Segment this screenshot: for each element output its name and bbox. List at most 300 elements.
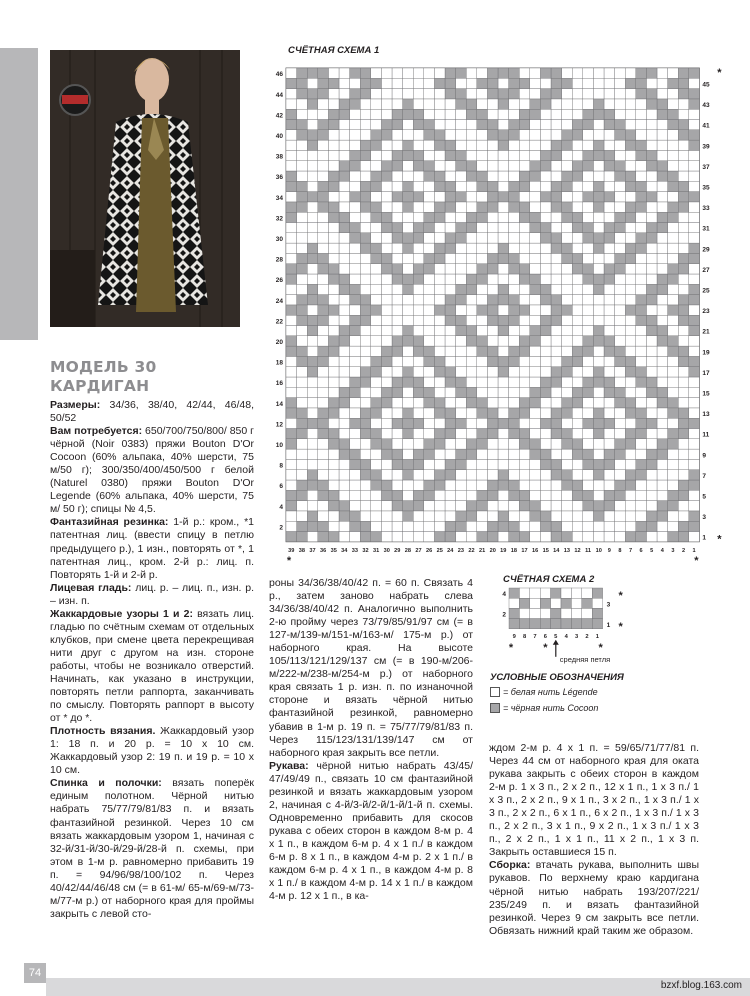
chart1-cell: [615, 295, 626, 305]
chart1-cell: [636, 181, 647, 191]
chart1-cell: [509, 253, 520, 263]
chart1-cell: [413, 171, 424, 181]
chart1-cell: [625, 336, 636, 346]
chart1-cell: [646, 326, 657, 336]
chart1-stitch-label: 14: [553, 547, 560, 554]
chart1-cell: [593, 192, 604, 202]
chart1-cell: [604, 284, 615, 294]
chart2-cell: [571, 588, 581, 598]
chart1-cell: [509, 377, 520, 387]
chart1-cell: [286, 511, 297, 521]
chart1-cell: [572, 161, 583, 171]
chart1-cell: [286, 439, 297, 449]
chart1-cell: [498, 532, 509, 542]
chart2-row-label-left: 2: [502, 611, 506, 619]
chart1-cell: [487, 336, 498, 346]
chart1-cell: [445, 336, 456, 346]
item-name: КАРДИГАН: [50, 377, 150, 395]
chart1-cell: [307, 274, 318, 284]
chart1-cell: [456, 264, 467, 274]
chart1-cell: [487, 274, 498, 284]
chart1-cell: [339, 130, 350, 140]
chart1-cell: [413, 367, 424, 377]
chart1-cell: [381, 150, 392, 160]
chart1-row-label-left: 18: [275, 359, 283, 367]
chart1-cell: [678, 449, 689, 459]
chart1-cell: [615, 78, 626, 88]
chart1-cell: [668, 274, 679, 284]
chart2-cell: [551, 608, 561, 618]
chart1-cell: [604, 233, 615, 243]
chart1-cell: [498, 161, 509, 171]
chart1-cell: [625, 480, 636, 490]
chart1-cell: [339, 367, 350, 377]
chart1-cell: [540, 336, 551, 346]
chart2-cell: [561, 608, 571, 618]
chart1-cell: [328, 233, 339, 243]
chart1-cell: [328, 521, 339, 531]
chart1-cell: [551, 223, 562, 233]
chart1-cell: [477, 109, 488, 119]
chart1-cell: [403, 233, 414, 243]
chart1-cell: [350, 490, 361, 500]
chart1-cell: [360, 387, 371, 397]
chart1-cell: [572, 408, 583, 418]
chart1-stitch-label: 35: [330, 547, 337, 554]
chart1-cell: [434, 253, 445, 263]
chart1-cell: [487, 295, 498, 305]
chart1-row-label-left: 2: [279, 524, 283, 532]
chart1-cell: [339, 501, 350, 511]
chart1-cell: [689, 140, 700, 150]
chart1-cell: [403, 336, 414, 346]
chart1-cell: [689, 336, 700, 346]
chart1-cell: [286, 161, 297, 171]
chart1-cell: [530, 78, 541, 88]
chart1-cell: [604, 223, 615, 233]
chart1-cell: [434, 99, 445, 109]
chart1-cell: [540, 253, 551, 263]
chart1-cell: [668, 130, 679, 140]
chart1-cell: [477, 192, 488, 202]
chart1-cell: [572, 356, 583, 366]
chart1-cell: [413, 315, 424, 325]
chart1-cell: [339, 521, 350, 531]
chart1-cell: [530, 212, 541, 222]
chart2-cell: [561, 588, 571, 598]
chart2-stitch-label: 4: [564, 633, 568, 640]
chart1-cell: [403, 120, 414, 130]
chart1-cell: [307, 150, 318, 160]
chart1-cell: [466, 326, 477, 336]
chart1-row-label-right: 5: [702, 493, 707, 501]
chart1-cell: [403, 501, 414, 511]
chart1-cell: [445, 192, 456, 202]
chart1-cell: [392, 140, 403, 150]
chart1-cell: [360, 295, 371, 305]
chart1-cell: [328, 336, 339, 346]
chart1-cell: [350, 521, 361, 531]
chart1-cell: [487, 511, 498, 521]
chart1-cell: [371, 68, 382, 78]
chart1-cell: [583, 326, 594, 336]
chart1-cell: [392, 377, 403, 387]
chart1-cell: [371, 459, 382, 469]
chart1-cell: [434, 192, 445, 202]
chart1-cell: [487, 398, 498, 408]
chart1-cell: [657, 326, 668, 336]
chart1-cell: [583, 459, 594, 469]
chart1-cell: [297, 109, 308, 119]
chart1-cell: [381, 490, 392, 500]
chart1-cell: [593, 459, 604, 469]
chart1-cell: [477, 140, 488, 150]
chart1-cell: [583, 130, 594, 140]
chart1-cell: [540, 109, 551, 119]
chart1-cell: [328, 68, 339, 78]
chart1-cell: [678, 120, 689, 130]
chart1-cell: [466, 470, 477, 480]
chart1-cell: [434, 387, 445, 397]
chart1-cell: [487, 326, 498, 336]
chart1-cell: [509, 120, 520, 130]
chart1-cell: [307, 161, 318, 171]
chart1-cell: [339, 459, 350, 469]
chart1-cell: [636, 89, 647, 99]
chart1-cell: [519, 305, 530, 315]
chart1-cell: [604, 161, 615, 171]
chart1-cell: [286, 284, 297, 294]
chart1-cell: [615, 233, 626, 243]
chart1-cell: [466, 99, 477, 109]
chart1-cell: [593, 243, 604, 253]
chart1-cell: [413, 429, 424, 439]
chart1-cell: [562, 315, 573, 325]
chart1-cell: [403, 480, 414, 490]
chart1-cell: [445, 470, 456, 480]
chart1-cell: [328, 120, 339, 130]
chart1-cell: [540, 192, 551, 202]
chart1-cell: [297, 192, 308, 202]
chart1-cell: [689, 459, 700, 469]
chart1-cell: [318, 295, 329, 305]
chart1-cell: [498, 459, 509, 469]
chart1-cell: [297, 356, 308, 366]
chart1-cell: [572, 89, 583, 99]
chart1-row-label-left: 28: [275, 256, 283, 264]
chart1-cell: [668, 377, 679, 387]
chart1-cell: [360, 346, 371, 356]
chart1-cell: [678, 223, 689, 233]
chart1-cell: [583, 264, 594, 274]
chart1-cell: [572, 480, 583, 490]
chart1-cell: [456, 274, 467, 284]
chart1-cell: [381, 398, 392, 408]
chart1-cell: [297, 387, 308, 397]
chart1-cell: [350, 439, 361, 449]
chart1-cell: [350, 233, 361, 243]
chart1-cell: [307, 490, 318, 500]
chart1-cell: [540, 89, 551, 99]
chart1-cell: [413, 418, 424, 428]
chart1-cell: [519, 89, 530, 99]
chart1-cell: [615, 459, 626, 469]
chart1-cell: [572, 449, 583, 459]
chart1-cell: [424, 356, 435, 366]
chart1-cell: [371, 192, 382, 202]
chart1-cell: [339, 346, 350, 356]
chart1-cell: [297, 264, 308, 274]
chart1-cell: [477, 202, 488, 212]
chart1-cell: [360, 192, 371, 202]
chart1-cell: [625, 99, 636, 109]
chart1-cell: [403, 130, 414, 140]
chart1-cell: [328, 171, 339, 181]
chart1-cell: [403, 511, 414, 521]
chart2-cell: [540, 588, 550, 598]
chart1-cell: [519, 274, 530, 284]
chart1-cell: [551, 130, 562, 140]
chart1-cell: [678, 274, 689, 284]
chart1-cell: [350, 377, 361, 387]
instruction-paragraph: [50, 608, 254, 725]
chart1-cell: [445, 346, 456, 356]
chart2-stitch-label: 2: [585, 633, 589, 640]
chart1-cell: [403, 490, 414, 500]
chart1-cell: [477, 233, 488, 243]
chart1-cell: [604, 429, 615, 439]
chart1-cell: [657, 181, 668, 191]
chart1-cell: [466, 202, 477, 212]
chart2-cell: [530, 598, 540, 608]
chart1-cell: [360, 490, 371, 500]
chart1-cell: [413, 89, 424, 99]
chart1-cell: [413, 356, 424, 366]
chart1-cell: [657, 459, 668, 469]
chart1-cell: [413, 212, 424, 222]
chart1-cell: [424, 470, 435, 480]
chart1-cell: [636, 243, 647, 253]
chart1-cell: [424, 480, 435, 490]
chart1-cell: [297, 120, 308, 130]
model-photo: [50, 50, 240, 327]
chart1-cell: [604, 439, 615, 449]
chart1-cell: [424, 68, 435, 78]
chart1-cell: [668, 140, 679, 150]
chart1-cell: [328, 511, 339, 521]
chart1-cell: [318, 243, 329, 253]
chart1-cell: [477, 429, 488, 439]
chart1-cell: [318, 511, 329, 521]
chart1-cell: [466, 264, 477, 274]
chart1-cell: [297, 521, 308, 531]
chart1-cell: [350, 284, 361, 294]
chart1-cell: [604, 480, 615, 490]
chart1-cell: [530, 171, 541, 181]
chart1-cell: [593, 68, 604, 78]
chart1-stitch-label: 15: [542, 547, 549, 554]
chart1-cell: [477, 78, 488, 88]
chart1-cell: [339, 480, 350, 490]
chart1-cell: [689, 161, 700, 171]
chart1-cell: [636, 171, 647, 181]
chart1-cell: [625, 130, 636, 140]
chart1-row-label-left: 16: [275, 380, 283, 388]
chart1-cell: [403, 202, 414, 212]
chart1-cell: [551, 120, 562, 130]
chart1-cell: [636, 470, 647, 480]
chart1-cell: [403, 326, 414, 336]
chart1-cell: [519, 470, 530, 480]
chart1-cell: [551, 501, 562, 511]
chart1-cell: [328, 346, 339, 356]
chart1-cell: [392, 429, 403, 439]
chart1-cell: [562, 109, 573, 119]
chart1-cell: [689, 264, 700, 274]
chart1-cell: [562, 161, 573, 171]
chart1-cell: [615, 181, 626, 191]
chart1-cell: [551, 253, 562, 263]
chart1-cell: [456, 78, 467, 88]
chart1-cell: [477, 274, 488, 284]
chart1-cell: [615, 429, 626, 439]
chart1-cell: [572, 99, 583, 109]
chart1-cell: [646, 305, 657, 315]
chart1-cell: [456, 418, 467, 428]
chart1-cell: [551, 212, 562, 222]
chart1-cell: [562, 243, 573, 253]
chart1-cell: [625, 68, 636, 78]
chart1-cell: [657, 356, 668, 366]
chart1-cell: [477, 326, 488, 336]
chart1-cell: [371, 305, 382, 315]
chart1-cell: [328, 418, 339, 428]
chart1-cell: [456, 470, 467, 480]
chart1-cell: [646, 243, 657, 253]
chart1-cell: [413, 387, 424, 397]
chart1-cell: [498, 387, 509, 397]
chart1-cell: [286, 140, 297, 150]
chart1-cell: [339, 120, 350, 130]
chart1-cell: [530, 305, 541, 315]
chart1-cell: [593, 439, 604, 449]
chart1-cell: [339, 408, 350, 418]
legend-title: УСЛОВНЫЕ ОБОЗНАЧЕНИЯ: [490, 672, 624, 683]
chart1-cell: [657, 305, 668, 315]
chart1-cell: [636, 253, 647, 263]
chart1-cell: [646, 295, 657, 305]
chart1-cell: [551, 284, 562, 294]
chart1-cell: [477, 130, 488, 140]
chart1-cell: [403, 78, 414, 88]
chart1-cell: [583, 274, 594, 284]
chart1-cell: [434, 233, 445, 243]
chart1-cell: [424, 130, 435, 140]
chart1-cell: [381, 418, 392, 428]
chart1-cell: [572, 532, 583, 542]
chart1-cell: [381, 377, 392, 387]
chart1-cell: [434, 212, 445, 222]
chart1-cell: [434, 511, 445, 521]
chart1-cell: [403, 470, 414, 480]
chart1-cell: [487, 449, 498, 459]
chart1-cell: [307, 305, 318, 315]
chart1-cell: [678, 78, 689, 88]
chart1-cell: [562, 305, 573, 315]
chart1-cell: [604, 315, 615, 325]
chart1-cell: [509, 501, 520, 511]
chart1-cell: [657, 480, 668, 490]
chart2-cell: [571, 608, 581, 618]
chart1-cell: [625, 532, 636, 542]
chart1-cell: [413, 480, 424, 490]
chart1-cell: [477, 336, 488, 346]
chart1-row-label-left: 40: [275, 133, 283, 141]
chart1-cell: [477, 243, 488, 253]
chart1-cell: [307, 326, 318, 336]
chart1-cell: [509, 89, 520, 99]
chart2-cell: [551, 619, 561, 629]
chart1-cell: [668, 243, 679, 253]
chart1-cell: [381, 305, 392, 315]
chart1-cell: [530, 192, 541, 202]
chart1-cell: [413, 377, 424, 387]
chart1-cell: [509, 78, 520, 88]
chart1-cell: [668, 439, 679, 449]
chart1-cell: [307, 398, 318, 408]
chart1-cell: [413, 439, 424, 449]
chart1-cell: [360, 181, 371, 191]
chart1-stitch-label: 22: [468, 547, 475, 554]
chart1-cell: [456, 315, 467, 325]
chart1-cell: [509, 429, 520, 439]
chart1-cell: [381, 449, 392, 459]
chart1-cell: [583, 521, 594, 531]
chart1-cell: [477, 89, 488, 99]
chart1-cell: [646, 181, 657, 191]
chart1-cell: [519, 264, 530, 274]
chart1-cell: [593, 377, 604, 387]
chart1-cell: [678, 99, 689, 109]
chart1-cell: [678, 356, 689, 366]
chart1-stitch-label: 5: [650, 547, 654, 554]
chart1-cell: [328, 253, 339, 263]
chart1-cell: [572, 223, 583, 233]
chart1-cell: [646, 161, 657, 171]
chart1-cell: [540, 449, 551, 459]
chart1-cell: [519, 78, 530, 88]
chart1-row-label-left: 34: [275, 194, 283, 202]
chart1-cell: [519, 408, 530, 418]
chart1-cell: [318, 532, 329, 542]
chart1-cell: [371, 398, 382, 408]
chart1-cell: [392, 449, 403, 459]
chart1-cell: [424, 511, 435, 521]
chart1-cell: [371, 274, 382, 284]
chart1-cell: [530, 243, 541, 253]
chart1-cell: [487, 490, 498, 500]
chart2-cell: [571, 598, 581, 608]
chart1-cell: [646, 387, 657, 397]
chart1-cell: [318, 212, 329, 222]
chart1-cell: [392, 78, 403, 88]
chart1-cell: [498, 78, 509, 88]
chart1-cell: [360, 78, 371, 88]
chart1-cell: [434, 202, 445, 212]
chart1-cell: [625, 89, 636, 99]
chart1-cell: [381, 192, 392, 202]
chart1-cell: [392, 109, 403, 119]
